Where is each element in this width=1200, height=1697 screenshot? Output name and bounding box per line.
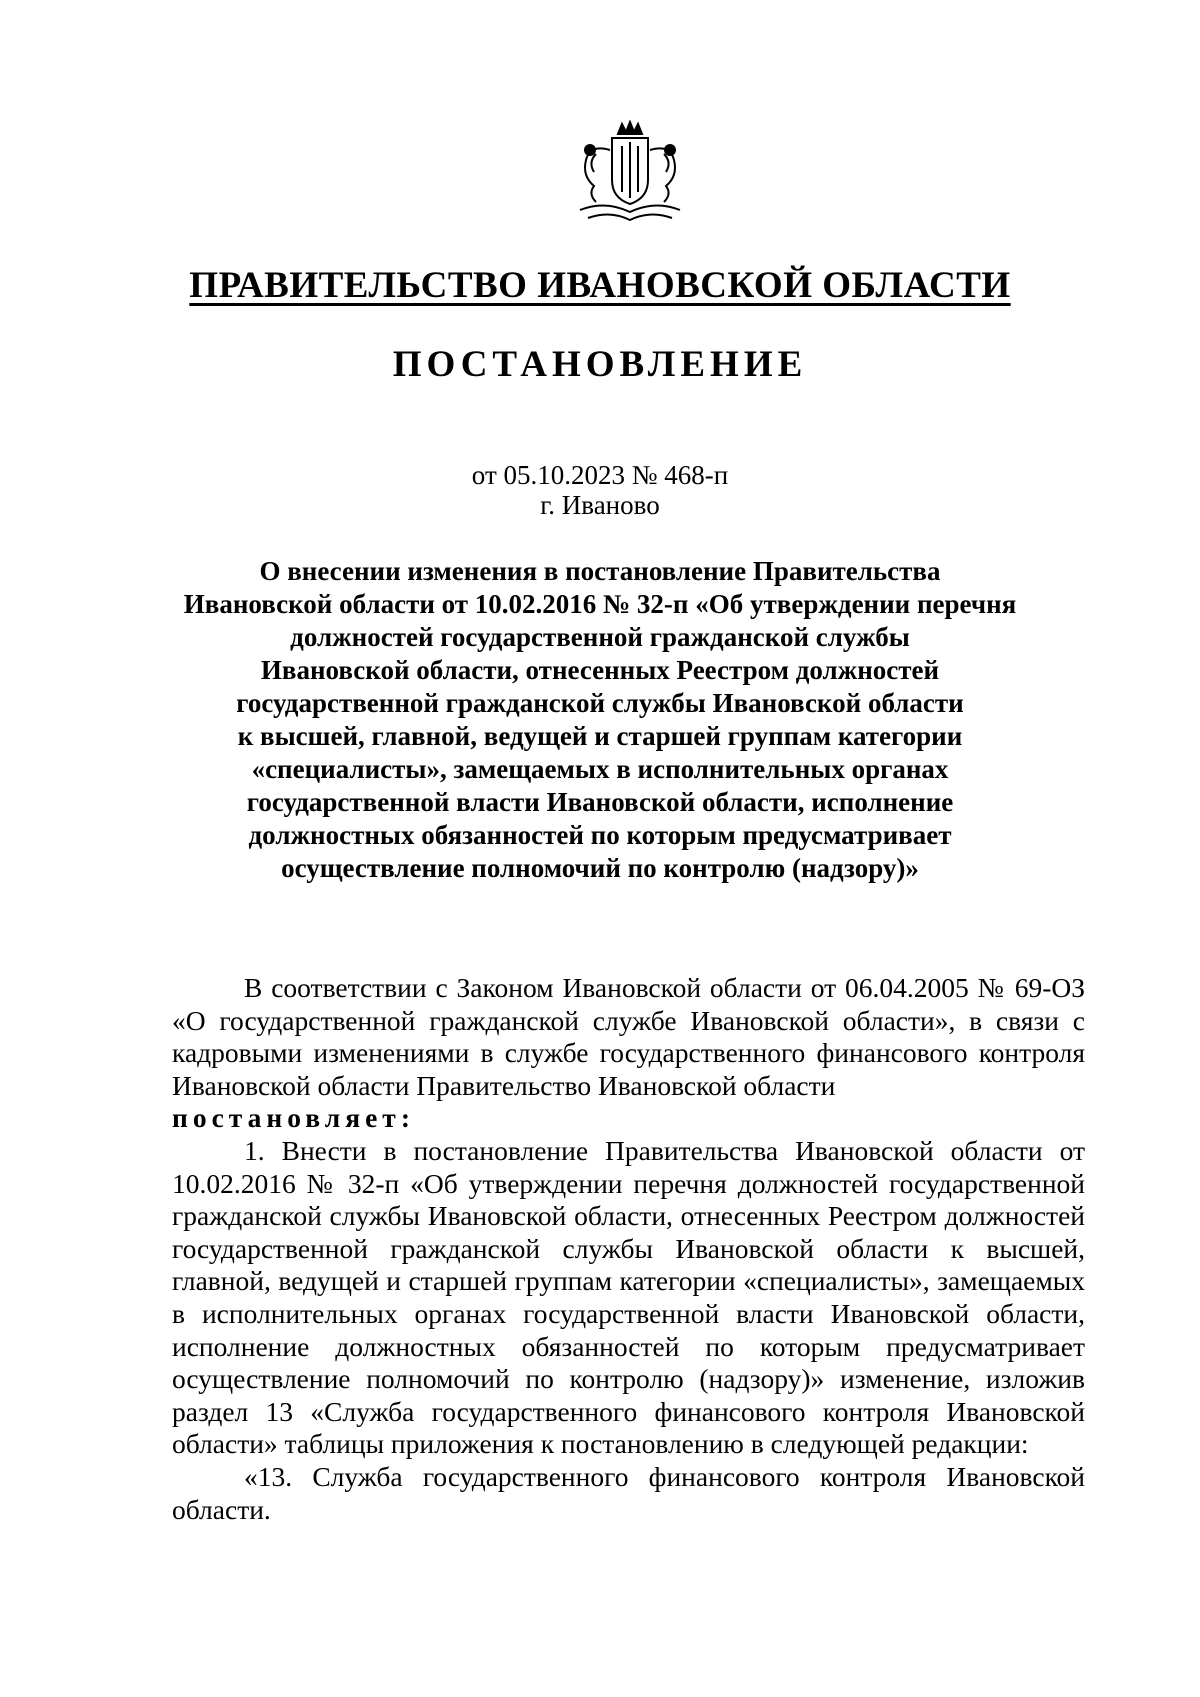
subject-line: должностей государственной гражданской службы (290, 622, 910, 652)
organization-title (0, 264, 1200, 308)
document-type: ПОСТАНОВЛЕНИЕ (392, 344, 808, 385)
coat-of-arms-icon (560, 120, 700, 230)
preamble-paragraph (172, 972, 1085, 1135)
document-date-number: от 05.10.2023 № 468-п (471, 460, 729, 490)
subject-line: должностных обязанностей по которым предусматривает (248, 820, 952, 850)
subject-line: к высшей, главной, ведущей и старшей группам категории (237, 721, 963, 751)
preamble-text: В соответствии с Законом Ивановской области от 06.04.2005 № 69-ОЗ «О государственной гражданской службе Ивановской области», в связи с кадровыми изменениями в службе государственного финансового контроля Ивановской области Правительство Ивановской области (172, 972, 1085, 1101)
organization-title-text: ПРАВИТЕЛЬСТВО ИВАНОВСКОЙ ОБЛАСТИ (189, 265, 1011, 306)
subject-line: «специалисты», замещаемых в исполнительных органах (251, 754, 949, 784)
document-city: г. Иваново (540, 490, 660, 520)
item-13-paragraph: «13. Служба государственного финансового контроля Ивановской области. (172, 1460, 1085, 1525)
item-1-paragraph: 1. Внести в постановление Правительства Ивановской области от 10.02.2016 № 32-п «Об утверждении перечня должностей государственной гражданской службы Ивановской области, отнесенных Реестром должностей государственной гражданской службы Ивановской области к высшей, главной, ведущей и старшей группам категории «специалисты», замещаемых в исполнительных органах государственной власти Ивановской области, исполнение должностных обязанностей по которым предусматривает осуществление полномочий по контролю (надзору)» изменение, изложив раздел 13 «Служба государственного финансового контроля Ивановской области» таблицы приложения к постановлению в следующей редакции: (172, 1134, 1085, 1460)
document-body (172, 972, 1085, 1526)
subject-line: Ивановской области от 10.02.2016 № 32-п «Об утверждении перечня (183, 589, 1017, 619)
resolves-word: постановляет: (172, 1102, 415, 1134)
subject-line: государственной власти Ивановской области, исполнение (246, 787, 954, 817)
subject-line: Ивановской области, отнесенных Реестром должностей (260, 655, 940, 685)
subject-line: О внесении изменения в постановление Правительства (259, 556, 941, 586)
subject-line: государственной гражданской службы Ивановской области (236, 688, 964, 718)
document-subject (160, 555, 1040, 885)
subject-line: осуществление полномочий по контролю (надзору)» (281, 853, 919, 883)
